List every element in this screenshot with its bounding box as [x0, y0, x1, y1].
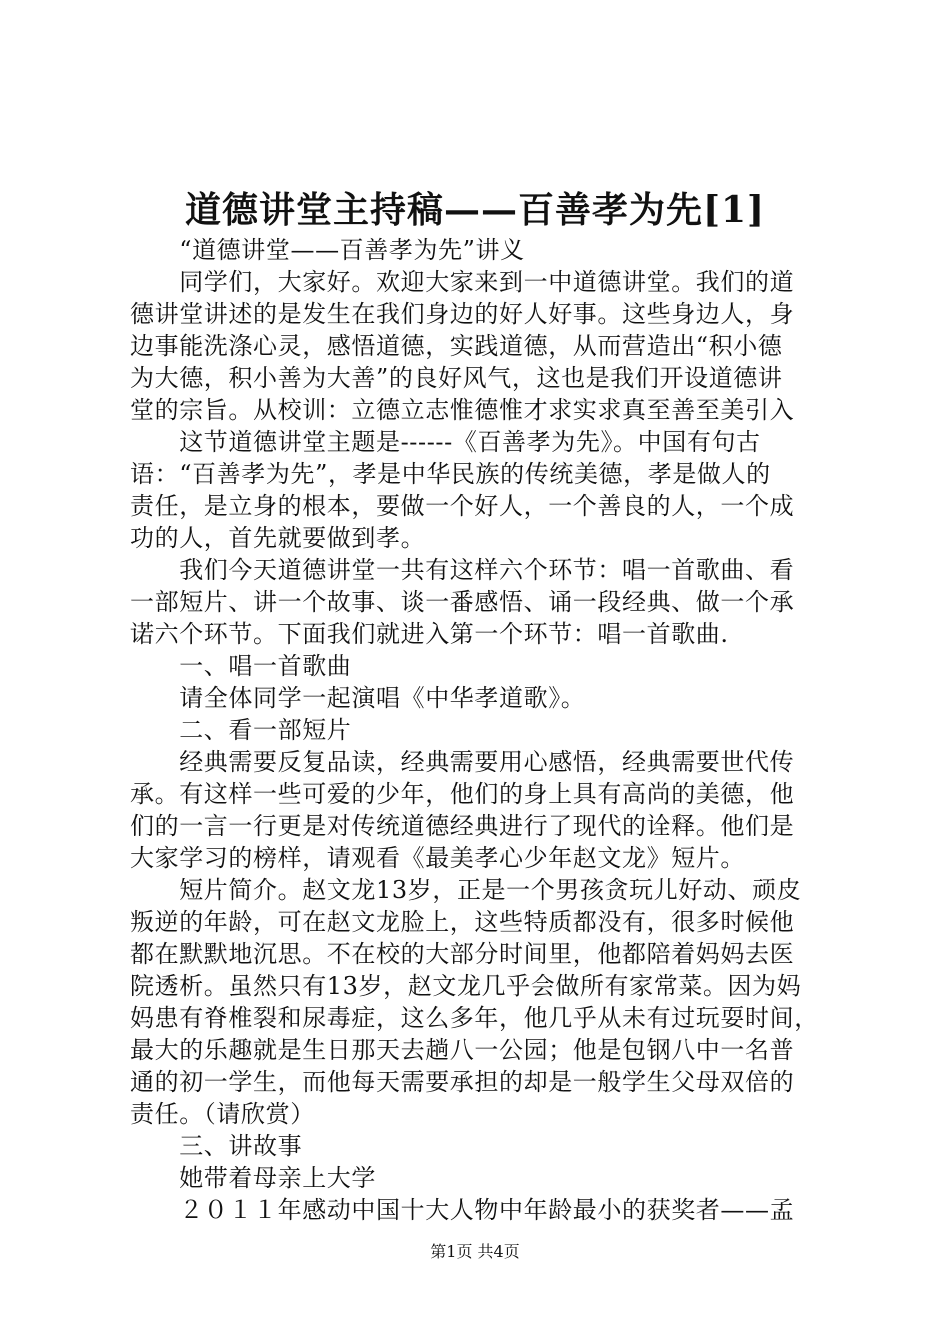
body-line: 为大德，积小善为大善”的良好风气，这也是我们开设道德讲	[130, 364, 783, 392]
body-line: 经典需要反复品读，经典需要用心感悟，经典需要世代传	[130, 748, 795, 776]
body-line: 短片简介。赵文龙13岁，正是一个男孩贪玩儿好动、顽皮	[130, 876, 802, 904]
body-line: 责任。（请欣赏）	[130, 1100, 315, 1128]
body-line: 语：“百善孝为先”，孝是中华民族的传统美德，孝是做人的	[130, 460, 771, 488]
document-body	[130, 234, 830, 1226]
body-line: 们的一言一行更是对传统道德经典进行了现代的诠释。他们是	[130, 812, 795, 840]
body-line: 三、讲故事	[130, 1132, 303, 1160]
body-line: 一部短片、讲一个故事、谈一番感悟、诵一段经典、做一个承	[130, 588, 795, 616]
body-line: 承。有这样一些可爱的少年，他们的身上具有高尚的美德，他	[130, 780, 795, 808]
body-line: 一、唱一首歌曲	[130, 652, 352, 680]
body-line: 德讲堂讲述的是发生在我们身边的好人好事。这些身边人，身	[130, 300, 795, 328]
body-line: “道德讲堂——百善孝为先”讲义	[130, 236, 525, 264]
body-line: 通的初一学生，而他每天需要承担的却是一般学生父母双倍的	[130, 1068, 795, 1096]
body-line: 同学们，大家好。欢迎大家来到一中道德讲堂。我们的道	[130, 268, 795, 296]
body-line: 请全体同学一起演唱《中华孝道歌》。	[130, 684, 586, 712]
body-line: 边事能洗涤心灵，感悟道德，实践道德，从而营造出“积小德	[130, 332, 783, 360]
body-line: 她带着母亲上大学	[130, 1164, 376, 1192]
body-line: 最大的乐趣就是生日那天去趟八一公园；他是包钢八中一名普	[130, 1036, 795, 1064]
body-line: 责任，是立身的根本，要做一个好人，一个善良的人，一个成	[130, 492, 795, 520]
body-line: 叛逆的年龄，可在赵文龙脸上，这些特质都没有，很多时候他	[130, 908, 795, 936]
body-line: 堂的宗旨。从校训：立德立志惟德惟才求实求真至善至美引入	[130, 396, 795, 424]
body-line: ２０１１年感动中国十大人物中年龄最小的获奖者——孟	[130, 1196, 795, 1224]
body-line: 这节道德讲堂主题是------《百善孝为先》。中国有句古	[130, 428, 761, 456]
body-line: 二、看一部短片	[130, 716, 352, 744]
body-line: 大家学习的榜样，请观看《最美孝心少年赵文龙》短片。	[130, 844, 745, 872]
body-line: 功的人，首先就要做到孝。	[130, 524, 426, 552]
body-line: 妈患有脊椎裂和尿毒症，这么多年，他几乎从未有过玩耍时间，	[130, 1004, 819, 1032]
page-footer: 第1页 共4页	[430, 1242, 520, 1261]
body-line: 我们今天道德讲堂一共有这样六个环节：唱一首歌曲、看	[130, 556, 795, 584]
body-line: 都在默默地沉思。不在校的大部分时间里，他都陪着妈妈去医	[130, 940, 795, 968]
document-title: 道德讲堂主持稿——百善孝为先[1]	[184, 189, 766, 231]
body-line: 院透析。虽然只有13岁，赵文龙几乎会做所有家常菜。因为妈	[130, 972, 802, 1000]
body-line: 诺六个环节。下面我们就进入第一个环节：唱一首歌曲.	[130, 620, 729, 648]
